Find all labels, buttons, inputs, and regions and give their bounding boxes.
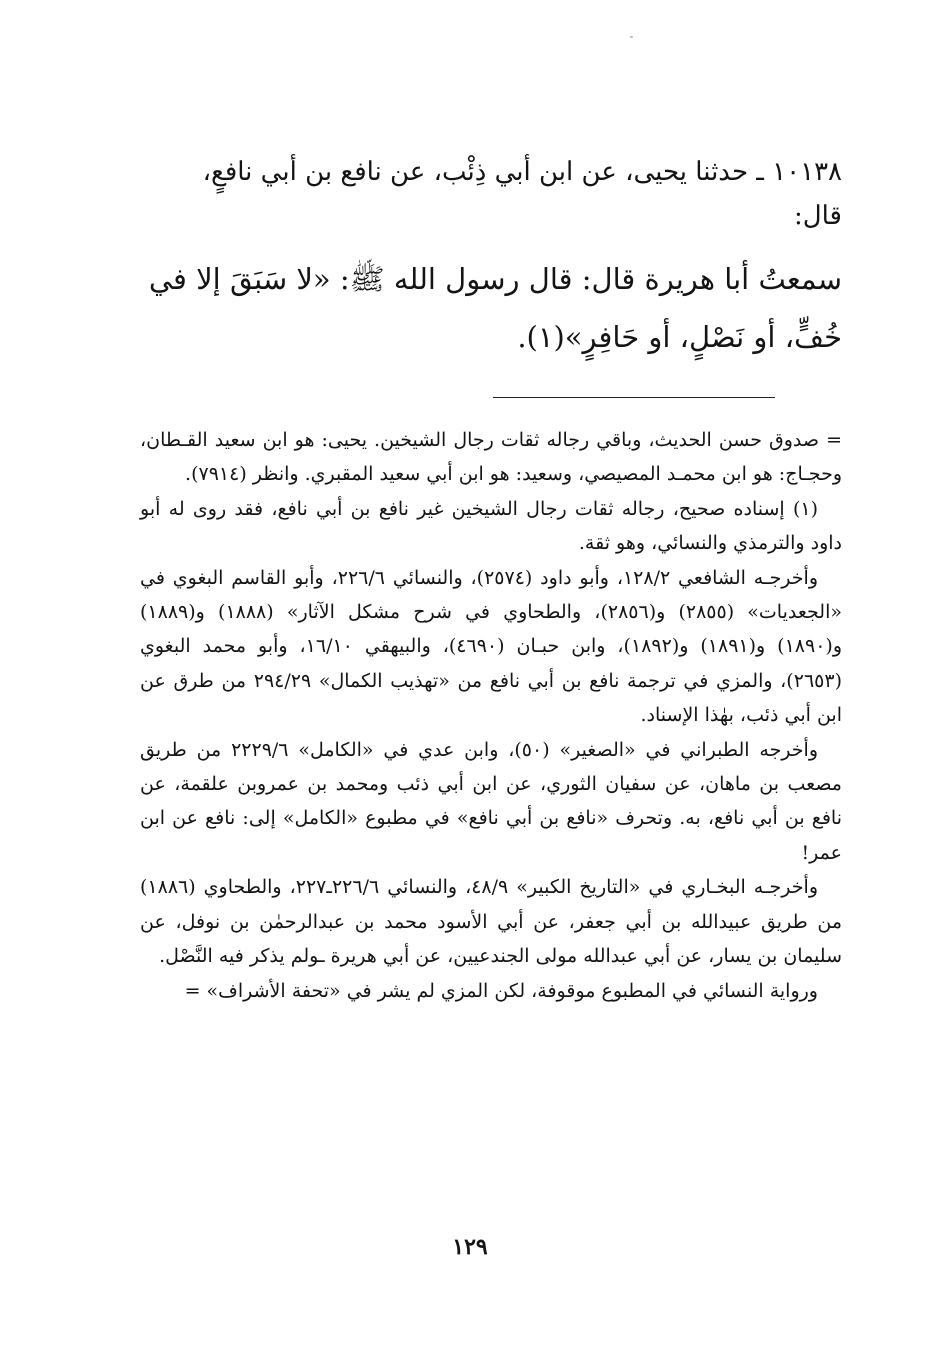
hadith-block	[140, 150, 842, 366]
main-text	[140, 150, 842, 366]
hadith-isnad-line: ١٠١٣٨ ـ حدثنا يحيى، عن ابن أبي ذِئْب، عن نافع بن أبي نافعٍ،	[202, 157, 842, 187]
hadith-isnad-continuation: قال:	[793, 201, 842, 231]
footnote-takhrij-4: ورواية النسائي في المطبوع موقوفة، لكن المزي لم يشر في «تحفة الأشراف» =	[184, 979, 818, 1002]
footnote-takhrij-1: وأخرجـه الشافعي ١٢٨/٢، وأبو داود (٢٥٧٤)، والنسائي ٢٢٦/٦، وأبو القاسم البغوي في «الجعديات» (٢٨٥٥) و(٢٨٥٦)، والطحاوي في شرح مشكل الآثار» (١٨٨٨) و(١٨٨٩) و(١٨٩٠) و(١٨٩١) و(١٨٩٢)، وابن حبـان (٤٦٩٠)، والبيهقي ١٦/١٠، وأبو محمد البغوي (٢٦٥٣)، والمزي في ترجمة نافع بن أبي نافع من «تهذيب الكمال» ٢٩٤/٢٩ من طرق عن ابن أبي ذئب، بهٰذا الإسناد.	[140, 566, 842, 727]
page-number: ١٢٩	[452, 1234, 488, 1260]
footnote-takhrij-3: وأخرجـه البخـاري في «التاريخ الكبير» ٤٨/٩، والنسائي ٢٢٦/٦ـ٢٢٧، والطحاوي (١٨٨٦) من طريق عبيدالله بن أبي جعفر، عن أبي الأسود محمد بن عبدالرحمٰن بن نوفل، عن سليمان بن يسار، عن أبي عبدالله مولى الجندعيين، عن أبي هريرة ـولم يذكر فيه النَّصْل.	[140, 876, 842, 968]
footnote-continuation: = صدوق حسن الحديث، وباقي رجاله ثقات رجال الشيخين. يحيى: هو ابن سعيد القـطان، وحجـاج: هو ابن محمـد المصيصي، وسعيد: هو ابن أبي سعيد المقبري. وانظر (٧٩١٤).	[140, 429, 842, 486]
scan-speck	[630, 36, 633, 38]
hadith-matn	[140, 250, 842, 366]
footnotes	[140, 423, 842, 1008]
footnote-1: (١) إسناده صحيح، رجاله ثقات رجال الشيخين غير نافع بن أبي نافع، فقد روى له أبو داود والترمذي والنسائي، وهو ثقة.	[140, 497, 842, 555]
footnote-takhrij-2: وأخرجه الطبراني في «الصغير» (٥٠)، وابن عدي في «الكامل» ٢٢٢٩/٦ من طريق مصعب بن ماهان، عن سفيان الثوري، عن ابن أبي ذئب ومحمد بن عمروبن علقمة، عن نافع بن أبي نافع، به. وتحرف «نافع بن أبي نافع» في مطبوع «الكامل» إلى: نافع عن ابن عمر!	[140, 738, 842, 864]
hadith-matn-line-1: سمعتُ أبا هريرة قال: قال رسول الله ﷺ: «لا سَبَقَ إلا في	[148, 262, 842, 296]
hadith-matn-line-2: خُفٍّ، أو نَصْلٍ، أو حَافِرٍ»(١).	[517, 320, 842, 354]
footnote-separator	[493, 397, 775, 398]
